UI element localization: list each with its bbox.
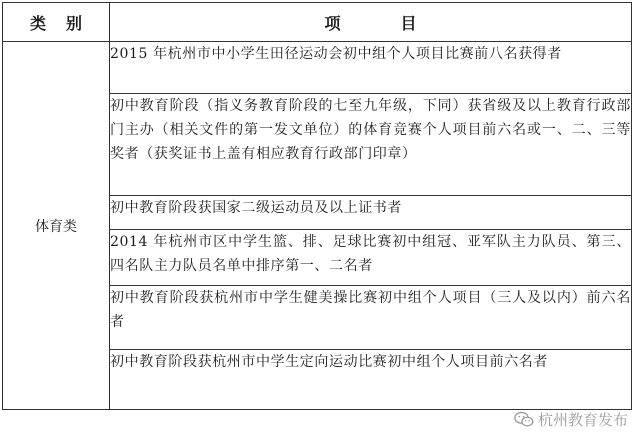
item-cell: 2014 年杭州市区中学生篮、排、足球比赛初中组冠、亚军队主力队员、第三、四名队主力队员名单中排序第一、二名者 xyxy=(110,230,632,286)
wechat-icon xyxy=(514,411,534,428)
item-cell: 初中教育阶段获杭州市中学生定向运动比赛初中组个人项目前六名者 xyxy=(110,350,632,410)
header-item: 项 目 xyxy=(110,3,632,42)
document-table xyxy=(2,2,632,410)
header-category: 类 别 xyxy=(3,3,110,42)
table-row xyxy=(3,42,632,94)
watermark-text: 杭州教育发布 xyxy=(537,411,628,429)
item-cell: 初中教育阶段获国家二级运动员及以上证书者 xyxy=(110,196,632,230)
item-cell: 初中教育阶段（指义务教育阶段的七至九年级，下同）获省级及以上教育行政部门主办（相关文件的第一发文单位）的体育竞赛个人项目前六名或一、二、三等奖者（获奖证书上盖有相应教育行政部门印章） xyxy=(110,94,632,196)
item-cell: 初中教育阶段获杭州市中学生健美操比赛初中组个人项目（三人及以内）前六名者 xyxy=(110,286,632,350)
category-cell: 体育类 xyxy=(3,42,110,410)
table-header-row xyxy=(3,3,632,42)
item-cell: 2015 年杭州市中小学生田径运动会初中组个人项目比赛前八名获得者 xyxy=(110,42,632,94)
watermark xyxy=(514,409,628,430)
